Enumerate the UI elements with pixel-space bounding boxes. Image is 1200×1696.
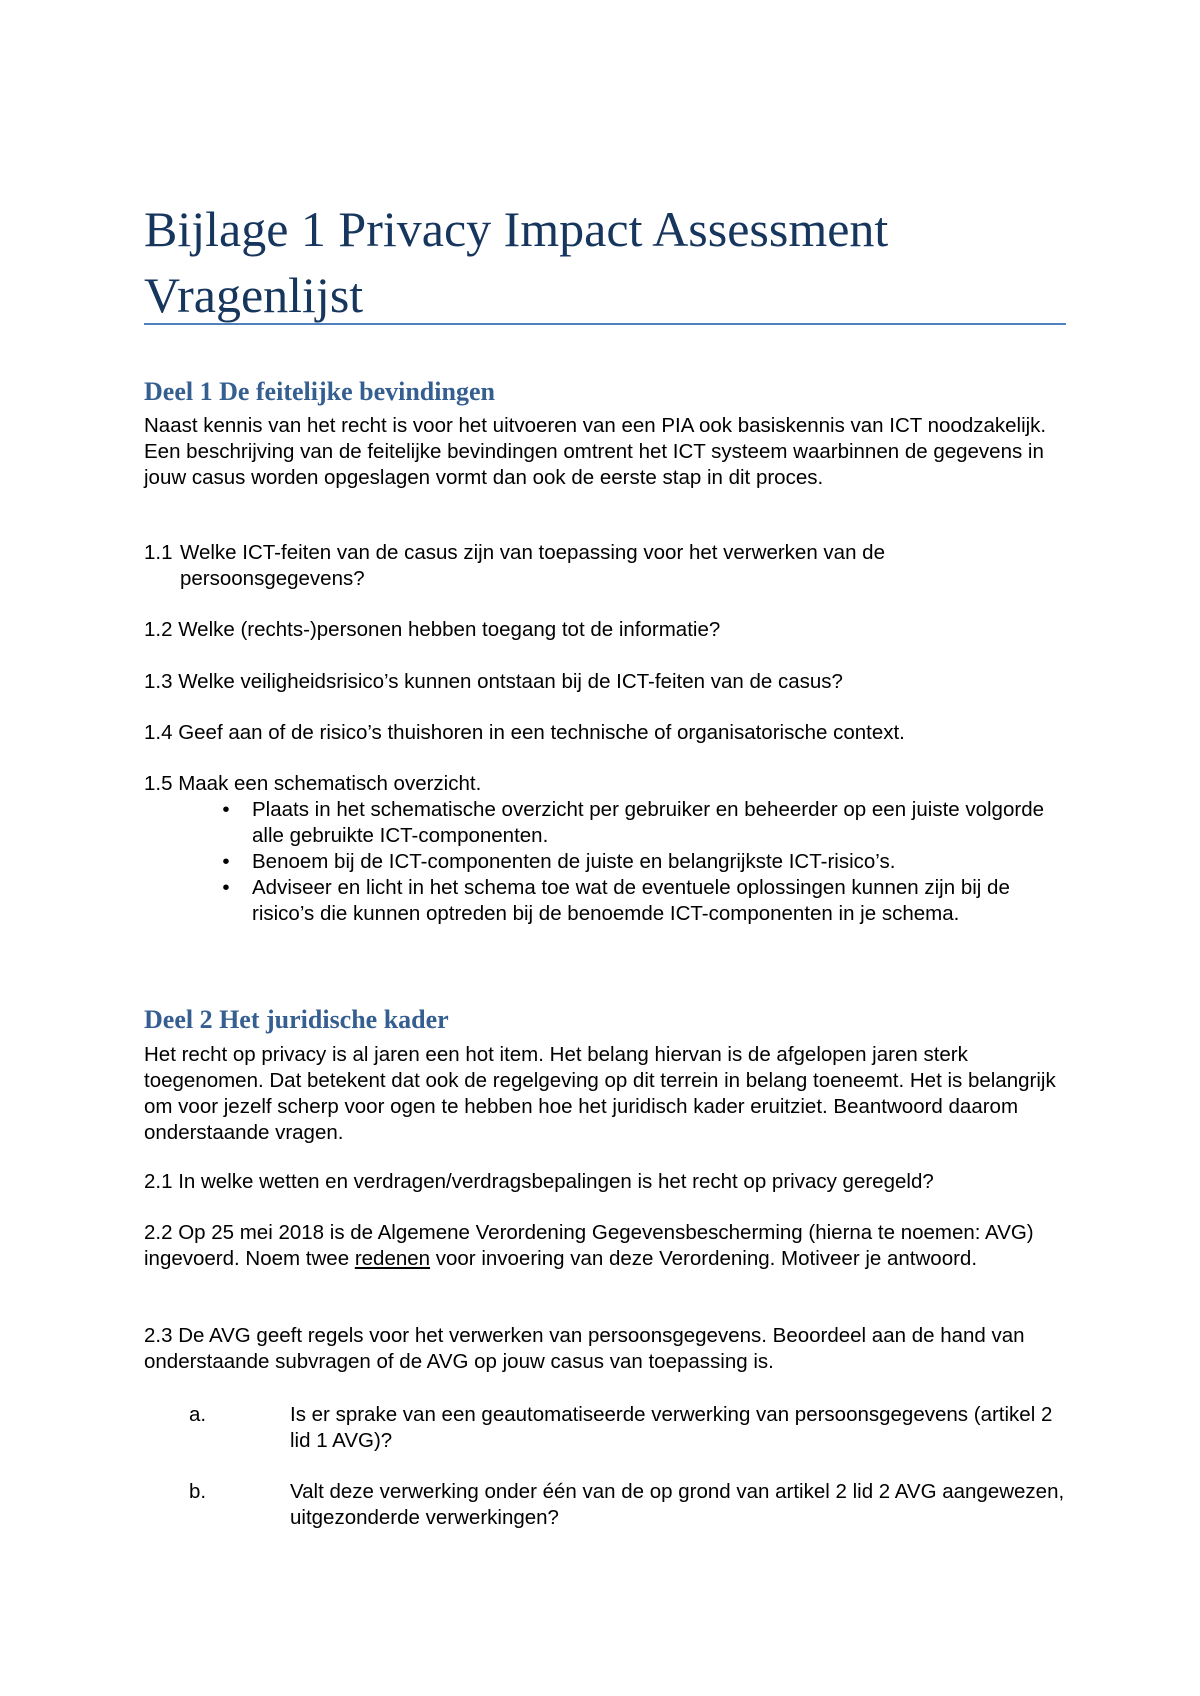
question-2-3: 2.3 De AVG geeft regels voor het verwerken van persoonsgegevens. Beoordeel aan de hand van onderstaande subvragen of de AVG op jouw casus van toepassing is. [144, 1324, 1025, 1373]
question-1-1 [144, 540, 1074, 592]
question-1-1-number: 1.1 [144, 541, 173, 564]
subquestion-a-letter: a. [189, 1403, 207, 1426]
bullet-item [144, 797, 1074, 849]
deel-1-intro-paragraph: Naast kennis van het recht is voor het uitvoeren van een PIA ook basiskennis van ICT noodzakelijk. Een beschrijving van de feitelijke bevindingen omtrent het ICT systeem waarbinnen de gegevens in jouw casus worden opgeslagen vormt dan ook de eerste stap in dit proces. [144, 414, 1047, 489]
document-title [144, 196, 1064, 328]
question-1-4: 1.4 Geef aan of de risico’s thuishoren in een technische of organisatorische context. [144, 721, 905, 744]
title-underline-rule [144, 323, 1066, 325]
question-1-5: 1.5 Maak een schematisch overzicht. [144, 772, 482, 795]
title-line-1: Bijlage 1 Privacy Impact Assessment [144, 201, 889, 257]
subquestion-b-letter: b. [189, 1480, 207, 1503]
question-2-2-text-end: voor invoering van deze Verordening. Motiveer je antwoord. [430, 1247, 978, 1270]
subquestion-a [144, 1402, 1074, 1454]
question-1-1-continuation: persoonsgegevens? [180, 567, 365, 590]
question-2-2-underlined-word: redenen [354, 1247, 431, 1270]
subquestion-a-text: Is er sprake van een geautomatiseerde verwerking van persoonsgegevens (artikel 2 lid 1 AVG)? [290, 1403, 1053, 1452]
question-1-2: 1.2 Welke (rechts-)personen hebben toegang tot de informatie? [144, 618, 721, 641]
bullet-dot-icon: • [222, 798, 230, 821]
bullet-dot-icon: • [222, 850, 230, 873]
bullet-text: Benoem bij de ICT-componenten de juiste en belangrijkste ICT-risico’s. [252, 850, 896, 873]
title-line-2: Vragenlijst [144, 267, 364, 323]
question-1-3: 1.3 Welke veiligheidsrisico’s kunnen ontstaan bij de ICT-feiten van de casus? [144, 670, 843, 693]
question-2-2-text-start: 2.2 Op 25 mei 2018 is de Algemene Verordening Gegevensbescherming (hierna te noemen: AVG) ingevoerd. Noem twee [144, 1221, 1034, 1270]
bullet-dot-icon: • [222, 876, 230, 899]
bullet-item [144, 875, 1074, 927]
question-1-5-bullet-list [144, 797, 1074, 927]
bullet-item [144, 849, 1074, 875]
deel-2-intro-paragraph: Het recht op privacy is al jaren een hot item. Het belang hiervan is de afgelopen jaren sterk toegenomen. Dat betekent dat ook de regelgeving op dit terrein in belang toeneemt. Het is belangrijk om voor jezelf scherp voor ogen te hebben hoe het juridisch kader eruitziet. Beantwoord daarom onderstaande vragen. [144, 1043, 1056, 1144]
subquestion-b [144, 1479, 1074, 1531]
question-2-2 [144, 1220, 1074, 1272]
section-heading-deel-1: Deel 1 De feitelijke bevindingen [144, 377, 495, 406]
bullet-text: Adviseer en licht in het schema toe wat de eventuele oplossingen kunnen zijn bij de risico’s die kunnen optreden bij de benoemde ICT-componenten in je schema. [252, 876, 1010, 925]
section-heading-deel-2: Deel 2 Het juridische kader [144, 1005, 449, 1034]
question-1-1-text: Welke ICT-feiten van de casus zijn van toepassing voor het verwerken van de [180, 541, 885, 564]
bullet-text: Plaats in het schematische overzicht per gebruiker en beheerder op een juiste volgorde alle gebruikte ICT-componenten. [252, 798, 1044, 847]
subquestion-b-text: Valt deze verwerking onder één van de op grond van artikel 2 lid 2 AVG aangewezen, uitgezonderde verwerkingen? [290, 1480, 1065, 1529]
question-2-1: 2.1 In welke wetten en verdragen/verdragsbepalingen is het recht op privacy geregeld? [144, 1170, 934, 1193]
